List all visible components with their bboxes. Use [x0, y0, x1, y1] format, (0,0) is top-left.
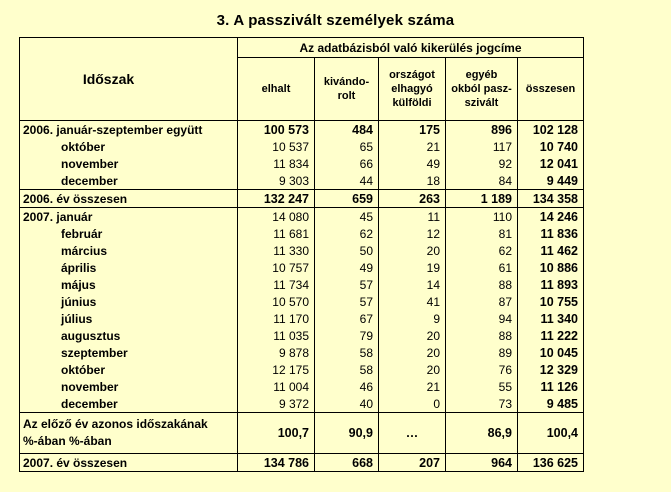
cell-total: 11 126: [518, 378, 584, 395]
row-label: március: [20, 242, 238, 259]
column-header-emigrated: kivándo- rolt: [315, 58, 379, 121]
cell-foreign-leaver: 207: [379, 454, 446, 472]
cell-emigrated: 40: [315, 395, 379, 413]
row-label: augusztus: [20, 327, 238, 344]
cell-other-passivated: 81: [446, 225, 518, 242]
cell-foreign-leaver: 21: [379, 378, 446, 395]
cell-deceased: 134 786: [238, 454, 315, 472]
row-label: 2006. év összesen: [20, 190, 238, 208]
cell-emigrated: 659: [315, 190, 379, 208]
row-label: szeptember: [20, 344, 238, 361]
cell-other-passivated: 73: [446, 395, 518, 413]
row-label: november: [20, 155, 238, 172]
cell-deceased: 10 570: [238, 293, 315, 310]
cell-foreign-leaver: 20: [379, 242, 446, 259]
cell-deceased: 132 247: [238, 190, 315, 208]
cell-total: 10 740: [518, 138, 584, 155]
cell-foreign-leaver: 41: [379, 293, 446, 310]
row-label: november: [20, 378, 238, 395]
table-row: [20, 395, 584, 413]
row-label: 2007. év összesen: [20, 454, 238, 472]
cell-emigrated: 58: [315, 361, 379, 378]
cell-total: 14 246: [518, 208, 584, 226]
cell-emigrated: 90,9: [315, 413, 379, 454]
cell-foreign-leaver: 21: [379, 138, 446, 155]
table-row: [20, 155, 584, 172]
cell-other-passivated: 110: [446, 208, 518, 226]
table-row: [20, 225, 584, 242]
cell-other-passivated: 76: [446, 361, 518, 378]
table-row: [20, 190, 584, 208]
row-label: 2006. január-szeptember együtt: [20, 121, 238, 139]
cell-foreign-leaver: 9: [379, 310, 446, 327]
cell-deceased: 11 681: [238, 225, 315, 242]
cell-deceased: 11 004: [238, 378, 315, 395]
cell-other-passivated: 896: [446, 121, 518, 139]
reason-group-header: Az adatbázisból való kikerülés jogcíme: [238, 38, 584, 58]
cell-deceased: 100,7: [238, 413, 315, 454]
cell-total: 134 358: [518, 190, 584, 208]
cell-foreign-leaver: 11: [379, 208, 446, 226]
cell-emigrated: 50: [315, 242, 379, 259]
cell-emigrated: 58: [315, 344, 379, 361]
cell-other-passivated: 88: [446, 327, 518, 344]
cell-other-passivated: 117: [446, 138, 518, 155]
table-row: [20, 208, 584, 226]
row-label: 2007. január: [20, 208, 238, 226]
cell-total: 11 462: [518, 242, 584, 259]
cell-other-passivated: 88: [446, 276, 518, 293]
column-header-other-passivated: egyéb okból pasz- szivált: [446, 58, 518, 121]
cell-foreign-leaver: 49: [379, 155, 446, 172]
cell-deceased: 9 372: [238, 395, 315, 413]
cell-deceased: 10 757: [238, 259, 315, 276]
cell-deceased: 11 330: [238, 242, 315, 259]
cell-deceased: 11 035: [238, 327, 315, 344]
table-row: [20, 327, 584, 344]
table-row: [20, 138, 584, 155]
cell-other-passivated: 55: [446, 378, 518, 395]
cell-emigrated: 66: [315, 155, 379, 172]
row-label: június: [20, 293, 238, 310]
cell-deceased: 11 834: [238, 155, 315, 172]
cell-total: 9 485: [518, 395, 584, 413]
cell-other-passivated: 87: [446, 293, 518, 310]
cell-other-passivated: 964: [446, 454, 518, 472]
cell-total: 10 886: [518, 259, 584, 276]
cell-emigrated: 46: [315, 378, 379, 395]
table-row: [20, 344, 584, 361]
cell-other-passivated: 61: [446, 259, 518, 276]
cell-deceased: 100 573: [238, 121, 315, 139]
cell-total: 11 340: [518, 310, 584, 327]
cell-foreign-leaver: 20: [379, 327, 446, 344]
table-row: [20, 242, 584, 259]
row-label: május: [20, 276, 238, 293]
cell-emigrated: 668: [315, 454, 379, 472]
cell-deceased: 9 303: [238, 172, 315, 190]
cell-emigrated: 79: [315, 327, 379, 344]
cell-total: 9 449: [518, 172, 584, 190]
passivated-persons-table: [19, 37, 584, 472]
row-label: július: [20, 310, 238, 327]
cell-foreign-leaver: 0: [379, 395, 446, 413]
cell-deceased: 11 170: [238, 310, 315, 327]
cell-deceased: 12 175: [238, 361, 315, 378]
cell-emigrated: 484: [315, 121, 379, 139]
period-header: Időszak: [20, 38, 238, 121]
cell-foreign-leaver: 20: [379, 344, 446, 361]
row-label: december: [20, 395, 238, 413]
cell-emigrated: 57: [315, 276, 379, 293]
row-label: december: [20, 172, 238, 190]
cell-total: 12 041: [518, 155, 584, 172]
cell-foreign-leaver: 263: [379, 190, 446, 208]
cell-foreign-leaver: 18: [379, 172, 446, 190]
cell-emigrated: 44: [315, 172, 379, 190]
row-label: október: [20, 138, 238, 155]
table-row: [20, 310, 584, 327]
table-title: 3. A passzivált személyek száma: [216, 12, 455, 29]
cell-deceased: 9 878: [238, 344, 315, 361]
cell-total: 11 893: [518, 276, 584, 293]
table-row: [20, 361, 584, 378]
cell-total: 11 836: [518, 225, 584, 242]
row-label: április: [20, 259, 238, 276]
column-header-deceased: elhalt: [238, 58, 315, 121]
cell-foreign-leaver: 20: [379, 361, 446, 378]
table-row: [20, 293, 584, 310]
table-row: [20, 259, 584, 276]
table-row: [20, 172, 584, 190]
cell-emigrated: 67: [315, 310, 379, 327]
cell-other-passivated: 94: [446, 310, 518, 327]
cell-foreign-leaver: 175: [379, 121, 446, 139]
row-label: február: [20, 225, 238, 242]
cell-other-passivated: 84: [446, 172, 518, 190]
cell-other-passivated: 89: [446, 344, 518, 361]
cell-deceased: 10 537: [238, 138, 315, 155]
column-header-total: összesen: [518, 58, 584, 121]
cell-other-passivated: 1 189: [446, 190, 518, 208]
cell-emigrated: 65: [315, 138, 379, 155]
cell-foreign-leaver: 12: [379, 225, 446, 242]
cell-foreign-leaver: 14: [379, 276, 446, 293]
cell-total: 10 755: [518, 293, 584, 310]
cell-other-passivated: 62: [446, 242, 518, 259]
cell-total: 11 222: [518, 327, 584, 344]
table-row: [20, 276, 584, 293]
cell-foreign-leaver: …: [379, 413, 446, 454]
cell-foreign-leaver: 19: [379, 259, 446, 276]
cell-emigrated: 57: [315, 293, 379, 310]
column-header-foreign-leaver: országot elhagyó külföldi: [379, 58, 446, 121]
row-label: október: [20, 361, 238, 378]
cell-emigrated: 45: [315, 208, 379, 226]
table-row: [20, 454, 584, 472]
table-row: [20, 413, 584, 454]
cell-emigrated: 49: [315, 259, 379, 276]
cell-deceased: 14 080: [238, 208, 315, 226]
cell-other-passivated: 92: [446, 155, 518, 172]
cell-total: 100,4: [518, 413, 584, 454]
row-label: Az előző év azonos időszakának %-ában %-ában: [20, 413, 238, 454]
cell-deceased: 11 734: [238, 276, 315, 293]
cell-total: 12 329: [518, 361, 584, 378]
cell-other-passivated: 86,9: [446, 413, 518, 454]
table-row: [20, 121, 584, 139]
cell-total: 10 045: [518, 344, 584, 361]
cell-emigrated: 62: [315, 225, 379, 242]
cell-total: 102 128: [518, 121, 584, 139]
table-row: [20, 378, 584, 395]
cell-total: 136 625: [518, 454, 584, 472]
